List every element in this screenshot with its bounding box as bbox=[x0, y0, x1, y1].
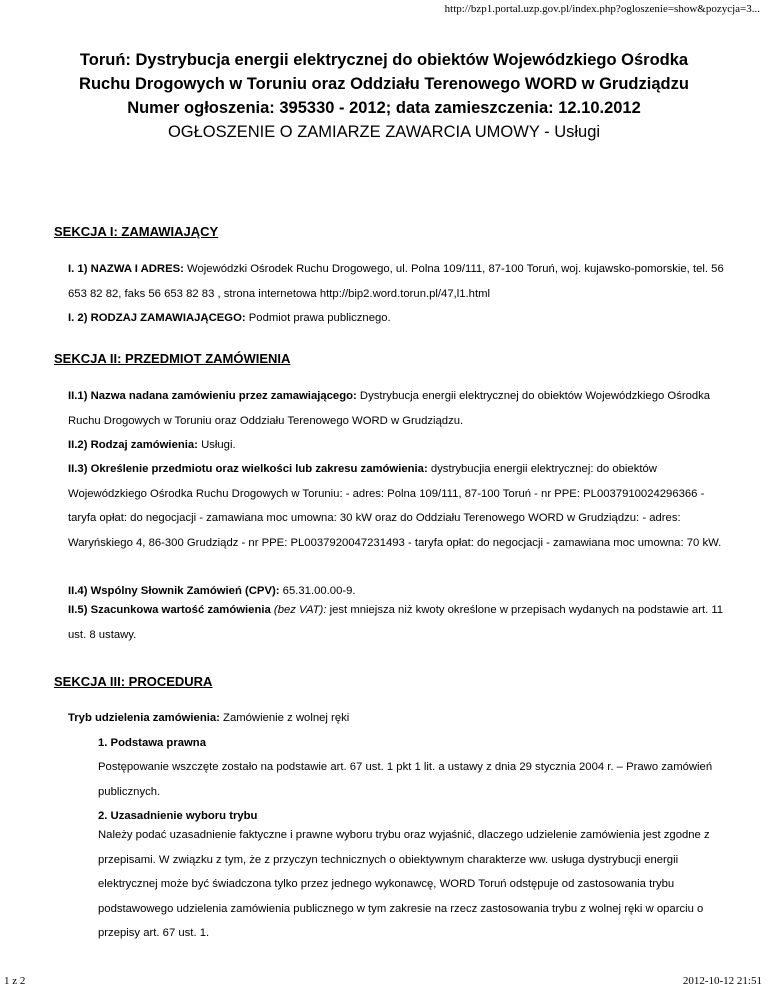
section-1-name-address bbox=[68, 257, 728, 306]
label: II.5) Szacunkowa wartość zamówienia bbox=[68, 604, 271, 616]
value: dystrybucjia energii elektrycznej: do obiektów Wojewódzkiego Ośrodka Ruchu Drogowych w Toruniu: - adres: Polna 109/111, 87-100 Toruń - nr PPE: PL0037910024296366 - taryfa opłat: do negocjacji - zamawiana moc umowna: 30 kW oraz do Oddziału Terenowego WORD w Grudziądzu: - adres: Waryńskiego 4, 86-300 Grudziądz - nr PPE: PL0037920047231493 - taryfa opłat: do negocjacji - zamawiana moc umowna: 70 kW. bbox=[68, 463, 722, 549]
page-counter: 1 z 2 bbox=[4, 975, 26, 987]
section-3-heading: SEKCJA III: PROCEDURA bbox=[54, 674, 213, 689]
announcement-number: Numer ogłoszenia: 395330 - 2012; data zamieszczenia: 12.10.2012 bbox=[127, 99, 641, 117]
announcement-header bbox=[60, 48, 708, 144]
label: 1. Podstawa prawna bbox=[98, 737, 206, 749]
value: Wojewódzki Ośrodek Ruchu Drogowego, ul. Polna 109/111, 87-100 Toruń, woj. kujawsko-pomorskie, tel. 56 653 82 82, faks 56 653 82 83 , strona internetowa http://bip2.word.torun.pl/47,l1.html bbox=[68, 263, 724, 300]
label: II.3) Określenie przedmiotu oraz wielkości lub zakresu zamówienia: bbox=[68, 463, 428, 475]
label: I. 1) NAZWA I ADRES: bbox=[68, 263, 184, 275]
value: jest mniejsza niż kwoty określone w przepisach wydanych na podstawie art. 11 ust. 8 ustawy. bbox=[68, 604, 724, 641]
label: II.4) Wspólny Słownik Zamówień (CPV): bbox=[68, 585, 280, 597]
value-note: (bez VAT): bbox=[270, 604, 327, 616]
section-3-legal-basis-heading bbox=[98, 731, 728, 756]
label: II.2) Rodzaj zamówienia: bbox=[68, 439, 198, 451]
page-url: http://bzp1.portal.uzp.gov.pl/index.php?ogloszenie=show&pozycja=3... bbox=[444, 3, 760, 15]
print-timestamp: 2012-10-12 21:51 bbox=[682, 975, 762, 987]
value: 65.31.00.00-9. bbox=[279, 585, 356, 597]
value: Dystrybucja energii elektrycznej do obiektów Wojewódzkiego Ośrodka Ruchu Drogowych w Toruniu oraz Oddziału Terenowego WORD w Grudziądzu. bbox=[68, 390, 711, 427]
section-3-justification-text: Należy podać uzasadnienie faktyczne i prawne wyboru trybu oraz wyjaśnić, dlaczego udzielenie zamówienia jest zgodne z przepisami. W związku z tym, że z przyczyn technicznych o obiektywnym charakterze ww. usługa dystrybucji energii elektrycznej może być świadczona tylko przez jednego wykonawcę, WORD Toruń odstępuje od zastosowania trybu podstawowego udzielenia zamówienia publicznego w tym zakresie na rzecz zastosowania trybu z wolnej ręki w oparciu o przepisy art. 67 ust. 1. bbox=[98, 829, 710, 939]
value: Usługi. bbox=[197, 439, 236, 451]
section-3-procedure-mode bbox=[68, 706, 728, 731]
label: II.1) Nazwa nadana zamówieniu przez zamawiającego: bbox=[68, 390, 357, 402]
section-2-heading: SEKCJA II: PRZEDMIOT ZAMÓWIENIA bbox=[54, 351, 291, 366]
section-2-scope bbox=[68, 457, 728, 555]
value: Zamówienie z wolnej ręki bbox=[219, 712, 350, 724]
announcement-title: Toruń: Dystrybucja energii elektrycznej do obiektów Wojewódzkiego Ośrodka Ruchu Drogowych w Toruniu oraz Oddziału Terenowego WORD w Grudziądzu bbox=[79, 51, 689, 93]
section-2-contract-name bbox=[68, 384, 728, 433]
announcement-type: OGŁOSZENIE O ZAMIARZE ZAWARCIA UMOWY - Usługi bbox=[167, 123, 601, 141]
section-2-estimated-value bbox=[68, 598, 728, 647]
section-1-contracting-type bbox=[68, 306, 728, 331]
label: Tryb udzielenia zamówienia: bbox=[68, 712, 220, 724]
section-1-heading: SEKCJA I: ZAMAWIAJĄCY bbox=[54, 224, 219, 239]
label: I. 2) RODZAJ ZAMAWIAJĄCEGO: bbox=[68, 312, 246, 324]
value: Podmiot prawa publicznego. bbox=[245, 312, 391, 324]
label: 2. Uzasadnienie wyboru trybu bbox=[98, 810, 258, 822]
section-3-legal-basis-text: Postępowanie wszczęte zostało na podstawie art. 67 ust. 1 pkt 1 lit. a ustawy z dnia 29 stycznia 2004 r. – Prawo zamówień publicznych. bbox=[98, 761, 713, 798]
section-2-contract-type bbox=[68, 433, 728, 458]
